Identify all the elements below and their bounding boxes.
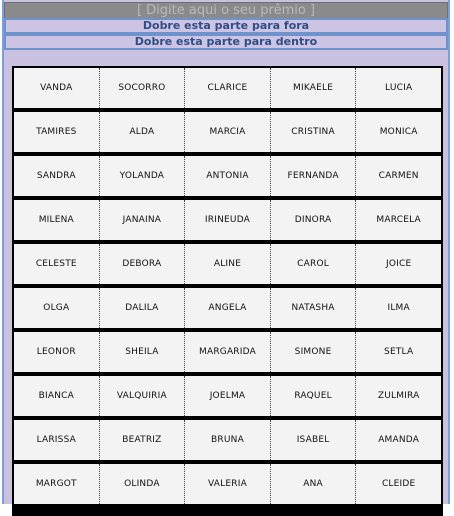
name-cell[interactable]: VALQUIRIA bbox=[100, 376, 186, 416]
name-cell[interactable]: MARCIA bbox=[185, 112, 271, 152]
name-cell[interactable]: RAQUEL bbox=[271, 376, 357, 416]
name-cell[interactable]: JOELMA bbox=[185, 376, 271, 416]
name-cell[interactable]: LEONOR bbox=[14, 332, 100, 372]
name-cell[interactable]: NATASHA bbox=[271, 288, 357, 328]
grid-row bbox=[14, 420, 441, 460]
name-cell[interactable]: SETLA bbox=[356, 332, 441, 372]
name-cell[interactable]: CARMEN bbox=[356, 156, 441, 196]
name-cell[interactable]: ILMA bbox=[356, 288, 441, 328]
name-cell[interactable]: ANTONIA bbox=[185, 156, 271, 196]
grid-row bbox=[14, 68, 441, 108]
grid-row bbox=[14, 376, 441, 416]
names-grid bbox=[12, 66, 443, 516]
name-cell[interactable]: FERNANDA bbox=[271, 156, 357, 196]
name-cell[interactable]: ZULMIRA bbox=[356, 376, 441, 416]
name-cell[interactable]: OLGA bbox=[14, 288, 100, 328]
name-cell[interactable]: TAMIRES bbox=[14, 112, 100, 152]
name-cell[interactable]: SHEILA bbox=[100, 332, 186, 372]
name-cell[interactable]: SOCORRO bbox=[100, 68, 186, 108]
name-cell[interactable]: OLINDA bbox=[100, 464, 186, 504]
name-cell[interactable]: CLEIDE bbox=[356, 464, 441, 504]
prize-field[interactable]: [ Digite aqui o seu prêmio ] bbox=[4, 2, 448, 19]
name-cell[interactable]: VANDA bbox=[14, 68, 100, 108]
name-cell[interactable]: ANGELA bbox=[185, 288, 271, 328]
name-cell[interactable]: BRUNA bbox=[185, 420, 271, 460]
name-cell[interactable]: MARCELA bbox=[356, 200, 441, 240]
fold-in-label: Dobre esta parte para dentro bbox=[4, 34, 448, 50]
name-cell[interactable]: MONICA bbox=[356, 112, 441, 152]
fold-out-label: Dobre esta parte para fora bbox=[4, 18, 448, 34]
name-cell[interactable]: DEBORA bbox=[100, 244, 186, 284]
name-cell[interactable]: AMANDA bbox=[356, 420, 441, 460]
name-cell[interactable]: MARGOT bbox=[14, 464, 100, 504]
name-cell[interactable]: VALERIA bbox=[185, 464, 271, 504]
name-cell[interactable]: CLARICE bbox=[185, 68, 271, 108]
name-cell[interactable]: SANDRA bbox=[14, 156, 100, 196]
name-cell[interactable]: DALILA bbox=[100, 288, 186, 328]
name-cell[interactable]: MIKAELE bbox=[271, 68, 357, 108]
grid-row bbox=[14, 464, 441, 504]
name-cell[interactable]: BEATRIZ bbox=[100, 420, 186, 460]
name-cell[interactable]: ALINE bbox=[185, 244, 271, 284]
name-cell[interactable]: LARISSA bbox=[14, 420, 100, 460]
name-cell[interactable]: MILENA bbox=[14, 200, 100, 240]
name-cell[interactable]: SIMONE bbox=[271, 332, 357, 372]
name-cell[interactable]: CAROL bbox=[271, 244, 357, 284]
grid-row bbox=[14, 200, 441, 240]
grid-row bbox=[14, 244, 441, 284]
name-cell[interactable]: MARGARIDA bbox=[185, 332, 271, 372]
name-cell[interactable]: CRISTINA bbox=[271, 112, 357, 152]
grid-row bbox=[14, 112, 441, 152]
name-cell[interactable]: IRINEUDA bbox=[185, 200, 271, 240]
name-cell[interactable]: ALDA bbox=[100, 112, 186, 152]
name-cell[interactable]: JANAINA bbox=[100, 200, 186, 240]
name-cell[interactable]: ANA bbox=[271, 464, 357, 504]
grid-row bbox=[14, 332, 441, 372]
name-cell[interactable]: CELESTE bbox=[14, 244, 100, 284]
grid-row bbox=[14, 156, 441, 196]
name-cell[interactable]: LUCIA bbox=[356, 68, 441, 108]
name-cell[interactable]: BIANCA bbox=[14, 376, 100, 416]
name-cell[interactable]: JOICE bbox=[356, 244, 441, 284]
name-cell[interactable]: DINORA bbox=[271, 200, 357, 240]
name-cell[interactable]: ISABEL bbox=[271, 420, 357, 460]
grid-row bbox=[14, 288, 441, 328]
name-cell[interactable]: YOLANDA bbox=[100, 156, 186, 196]
